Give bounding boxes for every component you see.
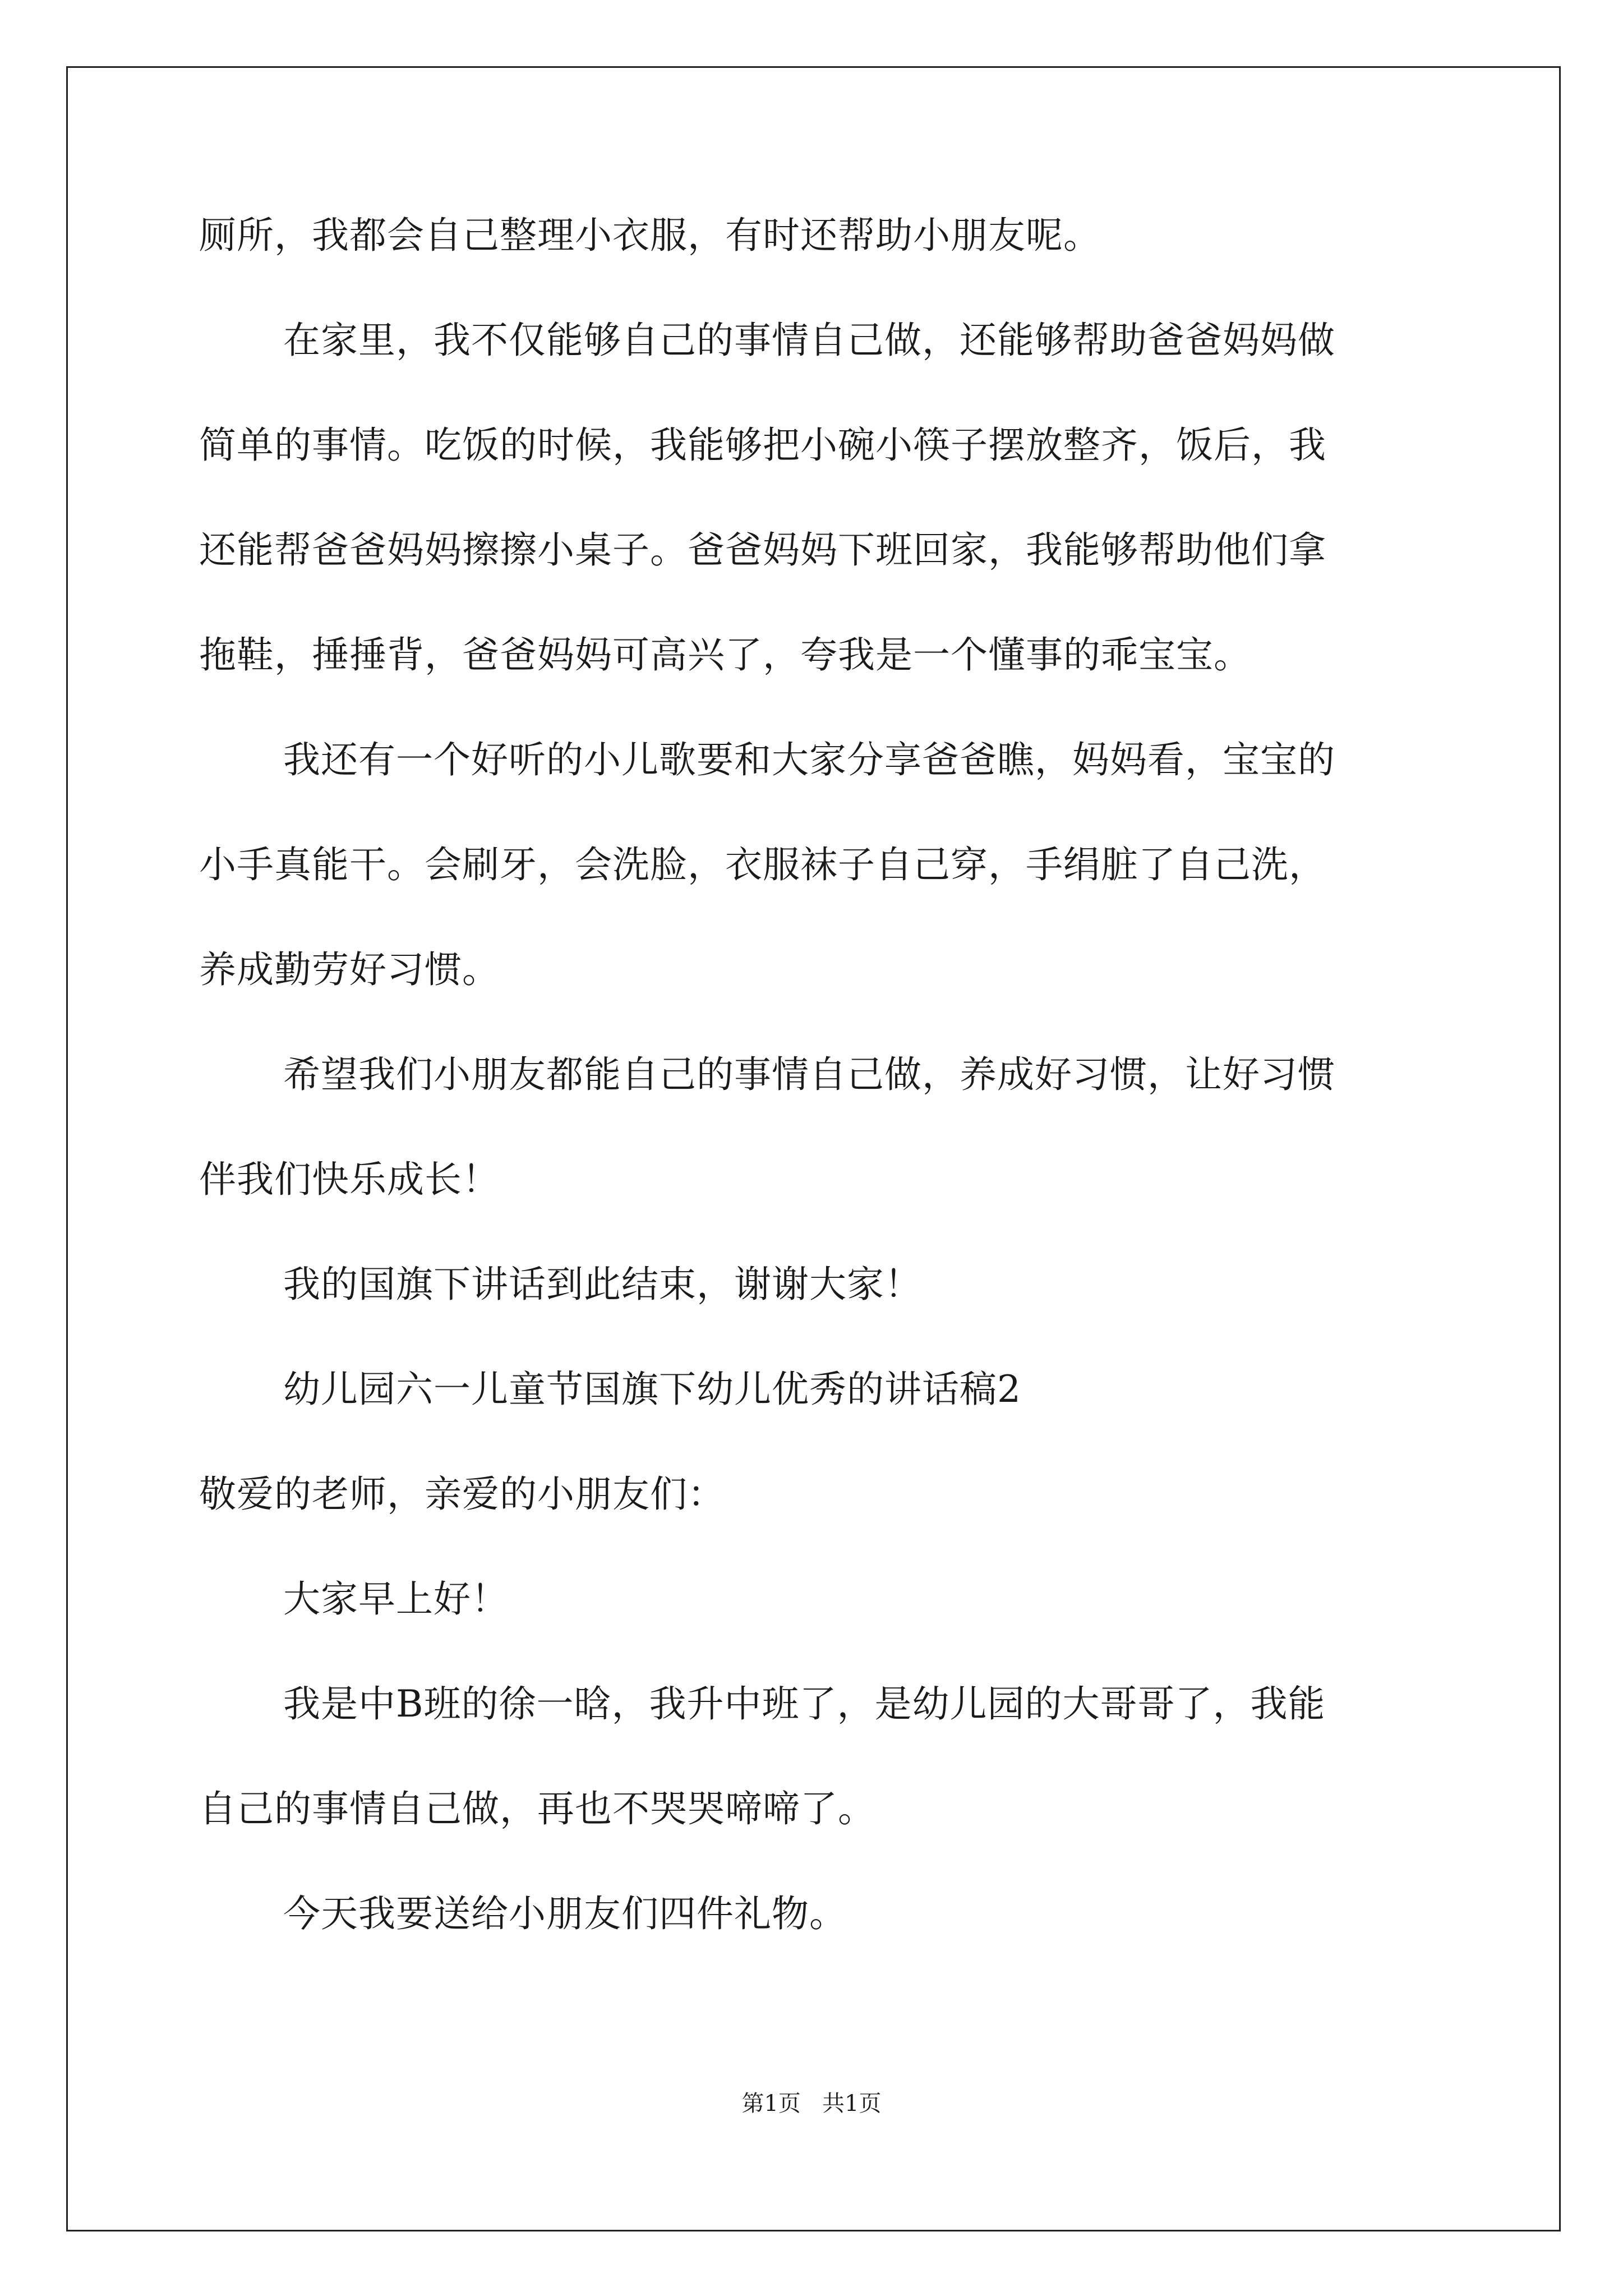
page-footer: 第1页 共1页 xyxy=(741,2091,882,2116)
section-title: 幼儿园六一儿童节国旗下幼儿优秀的讲话稿2 xyxy=(283,1368,1021,1411)
paragraph-line: 还能帮爸爸妈妈擦擦小桌子。爸爸妈妈下班回家，我能够帮助他们拿 xyxy=(199,528,1326,572)
paragraph-line: 厕所，我都会自己整理小衣服，有时还帮助小朋友呢。 xyxy=(199,214,1101,257)
paragraph-line: 自己的事情自己做，再也不哭哭啼啼了。 xyxy=(199,1787,875,1830)
paragraph-line: 在家里，我不仅能够自己的事情自己做，还能够帮助爸爸妈妈做 xyxy=(283,319,1335,362)
paragraph-line: 我的国旗下讲话到此结束，谢谢大家！ xyxy=(283,1263,922,1306)
paragraph-line: 今天我要送给小朋友们四件礼物。 xyxy=(283,1892,847,1935)
paragraph-line: 简单的事情。吃饭的时候，我能够把小碗小筷子摆放整齐，饭后，我 xyxy=(199,424,1326,467)
paragraph-line: 拖鞋，捶捶背，爸爸妈妈可高兴了，夸我是一个懂事的乖宝宝。 xyxy=(199,633,1251,677)
paragraph-line: 我是中B班的徐一晗，我升中班了，是幼儿园的大哥哥了，我能 xyxy=(283,1682,1326,1726)
paragraph-line: 伴我们快乐成长！ xyxy=(199,1158,500,1201)
paragraph-line: 我还有一个好听的小儿歌要和大家分享爸爸瞧，妈妈看，宝宝的 xyxy=(283,738,1335,781)
salutation: 敬爱的老师，亲爱的小朋友们： xyxy=(199,1473,725,1516)
paragraph-line: 大家早上好！ xyxy=(283,1577,509,1621)
paragraph-line: 小手真能干。会刷牙，会洗脸，衣服袜子自己穿，手绢脏了自己洗， xyxy=(199,843,1326,886)
paragraph-line: 养成勤劳好习惯。 xyxy=(199,948,500,991)
paragraph-line: 希望我们小朋友都能自己的事情自己做，养成好习惯，让好习惯 xyxy=(283,1053,1335,1096)
